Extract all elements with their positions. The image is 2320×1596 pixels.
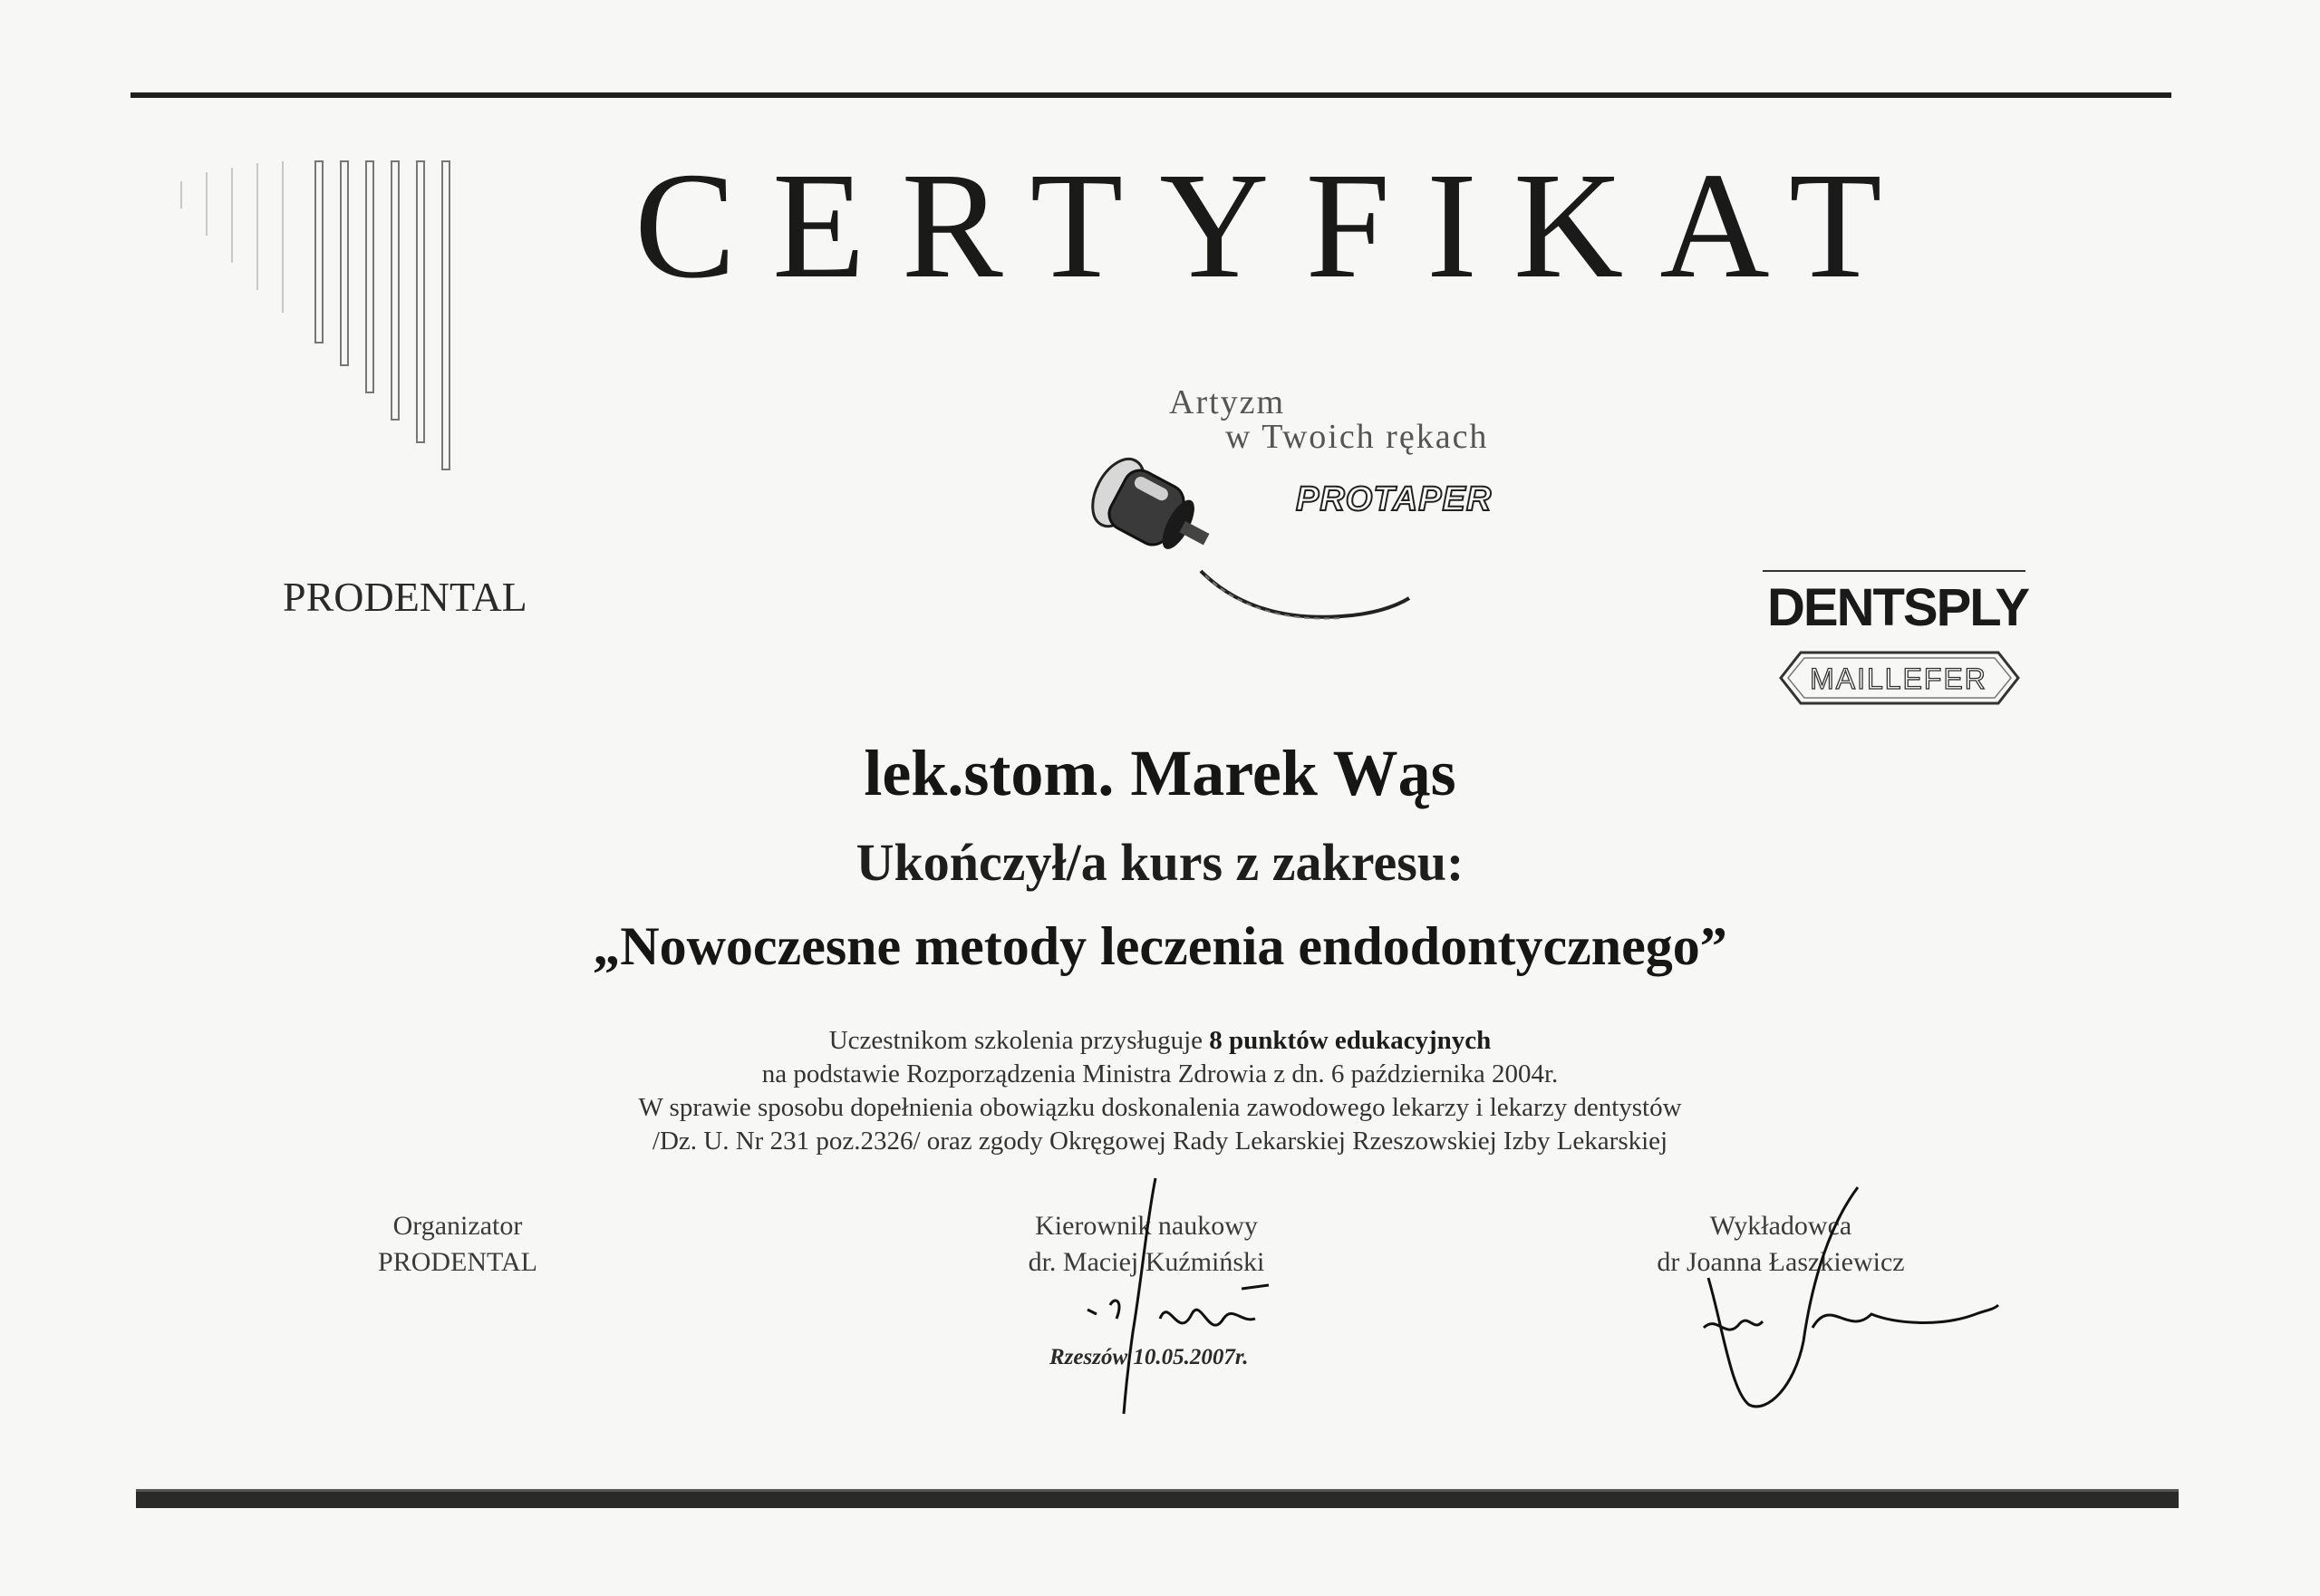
info-line-4: /Dz. U. Nr 231 poz.2326/ oraz zgody Okręgowej Rady Lekarskiej Rzeszowskiej Izby Lekarskiej [652,1127,1668,1156]
info-line-1-prefix: Uczestnikom szkolenia przysługuje [828,1026,1204,1055]
lecturer-handwritten-signature [1677,1178,2003,1432]
lecturer-label: Wykładowca [1709,1211,1852,1241]
organizer-name: PRODENTAL [378,1247,537,1277]
protaper-logo [1291,476,1536,521]
organizer-brand: PRODENTAL [283,574,527,620]
recipient-name: lek.stom. Marek Wąs [864,737,1456,809]
slogan-line-1: Artyzm [1169,383,1286,421]
organizer-signature-block [344,1208,571,1281]
place-and-date: Rzeszów 10.05.2007r. [1049,1345,1249,1369]
completed-text: Ukończył/a kurs z zakresu: [856,833,1464,892]
scientific-head-name: dr. Maciej Kuźmiński [1028,1247,1265,1277]
info-line-1 [0,1024,2320,1058]
svg-text:MAILLEFER: MAILLEFER [1810,663,1987,695]
svg-text:PROTAPER: PROTAPER [1296,480,1493,518]
organizer-label: Organizator [392,1211,523,1241]
education-points: 8 punktów edukacyjnych [1209,1026,1492,1055]
certificate-title: CERTYFIKAT [634,141,1919,310]
svg-text:DENTSPLY: DENTSPLY [1767,578,2029,637]
lecturer-name: dr Joanna Łaszkiewicz [1657,1247,1905,1277]
scientific-head-label: Kierownik naukowy [1035,1211,1258,1241]
bottom-rule [136,1489,2179,1508]
course-title: „Nowoczesne metody leczenia endodontycznego” [593,916,1727,976]
info-line-2: na podstawie Rozporządzenia Ministra Zdrowia z dn. 6 października 2004r. [761,1059,1559,1088]
dentsply-maillefer-logo [1763,562,2044,707]
info-line-3: W sprawie sposobu dopełnienia obowiązku doskonalenia zawodowego lekarzy i lekarzy dentystów [638,1093,1682,1122]
scientific-head-handwritten-signature [1060,1169,1332,1423]
slogan-line-2: w Twoich rękach [1225,418,1489,456]
decorative-bars-graphic [163,154,471,480]
top-rule [130,92,2171,98]
